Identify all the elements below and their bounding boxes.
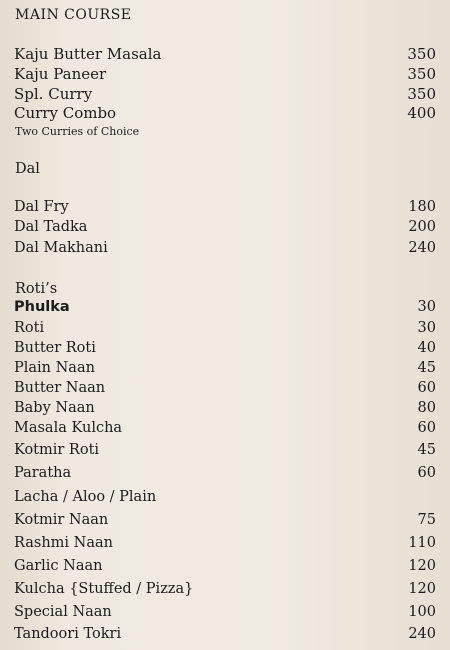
menu-item	[14, 45, 436, 67]
item-price: 60	[417, 380, 436, 396]
section-heading-main-course: MAIN COURSE	[15, 7, 132, 23]
item-name: Rashmi Naan	[14, 535, 113, 551]
menu-item	[14, 512, 436, 534]
item-price: 240	[408, 240, 436, 256]
item-price: 80	[417, 400, 436, 416]
menu-item	[14, 420, 436, 442]
item-name: Paratha	[14, 465, 72, 481]
item-name: Dal Tadka	[14, 219, 88, 235]
item-name: Kotmir Roti	[14, 442, 100, 458]
item-price: 30	[417, 299, 436, 315]
item-name: Masala Kulcha	[14, 420, 123, 436]
item-price: 45	[417, 442, 436, 458]
menu-item	[14, 320, 436, 342]
item-name: Baby Naan	[14, 400, 95, 416]
menu-item	[14, 489, 436, 511]
item-name: Kaju Butter Masala	[14, 45, 162, 63]
item-name: Tandoori Tokri	[14, 626, 122, 642]
menu-item	[14, 380, 436, 402]
menu-item	[14, 604, 436, 626]
menu-item	[14, 400, 436, 422]
combo-note: Two Curries of Choice	[15, 125, 140, 138]
section-heading-dal: Dal	[15, 161, 40, 177]
menu-item	[14, 465, 436, 487]
item-price: 110	[408, 535, 436, 551]
item-price: 350	[407, 45, 436, 63]
item-name: Phulka	[14, 299, 70, 315]
menu-item	[14, 340, 436, 362]
item-price: 45	[417, 360, 436, 376]
item-name: Special Naan	[14, 604, 112, 620]
menu-item	[14, 219, 436, 241]
menu-item	[14, 104, 436, 126]
item-price: 200	[408, 219, 436, 235]
item-price: 100	[408, 604, 436, 620]
item-name: Kulcha {Stuffed / Pizza}	[14, 581, 194, 597]
menu-item	[14, 442, 436, 464]
item-name: Dal Makhani	[14, 240, 108, 256]
menu-item	[14, 65, 436, 87]
item-price: 60	[417, 465, 436, 481]
item-price: 30	[417, 320, 436, 336]
item-price: 60	[417, 420, 436, 436]
menu-item	[14, 240, 436, 262]
item-name: Lacha / Aloo / Plain	[14, 489, 157, 505]
item-price: 180	[408, 199, 436, 215]
section-heading-rotis: Roti’s	[15, 281, 58, 297]
item-price: 40	[417, 340, 436, 356]
item-price: 350	[407, 85, 436, 103]
menu-item	[14, 581, 436, 603]
menu-item	[14, 360, 436, 382]
menu-item	[14, 535, 436, 557]
item-price: 350	[407, 65, 436, 83]
menu-item	[14, 299, 436, 321]
item-name: Kaju Paneer	[14, 65, 107, 83]
menu-item	[14, 558, 436, 580]
item-price: 240	[408, 626, 436, 642]
item-name: Garlic Naan	[14, 558, 103, 574]
item-name: Roti	[14, 320, 45, 336]
item-price: 400	[407, 104, 436, 122]
item-name: Plain Naan	[14, 360, 95, 376]
item-price: 120	[408, 581, 436, 597]
item-price: 75	[417, 512, 436, 528]
item-name: Butter Roti	[14, 340, 96, 356]
item-name: Spl. Curry	[14, 85, 93, 103]
item-name: Butter Naan	[14, 380, 106, 396]
menu-item	[14, 199, 436, 221]
item-name: Dal Fry	[14, 199, 69, 215]
item-name: Curry Combo	[14, 104, 117, 122]
item-name: Kotmir Naan	[14, 512, 109, 528]
item-price: 120	[408, 558, 436, 574]
menu-item	[14, 626, 436, 648]
